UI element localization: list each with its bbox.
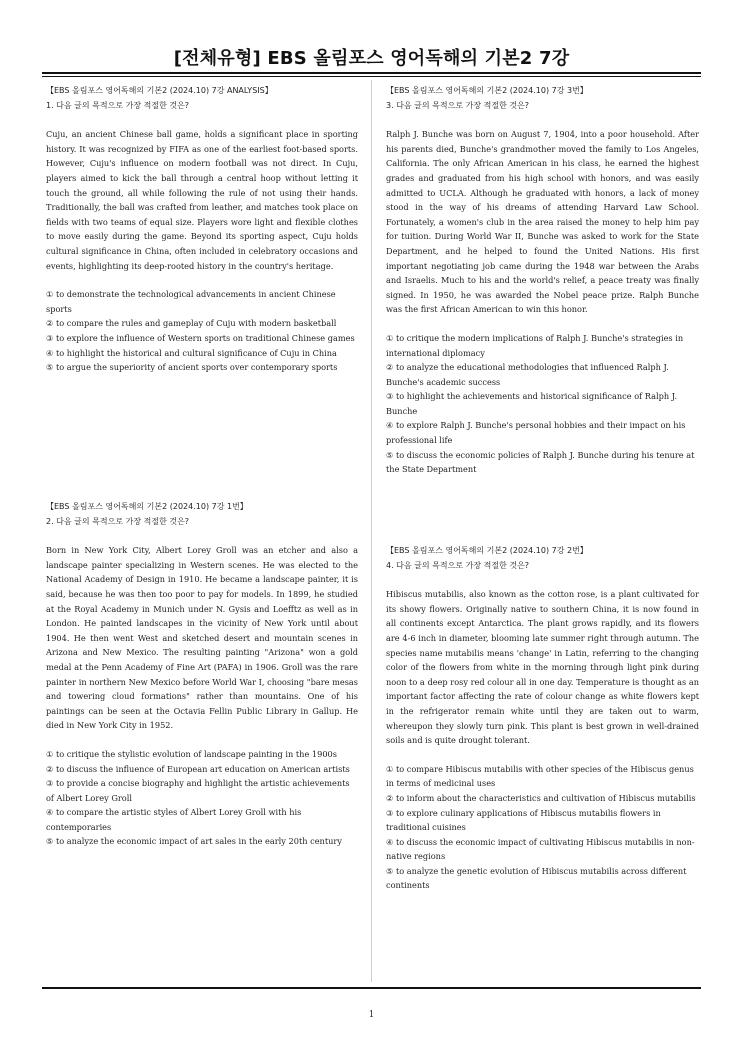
choice-4[interactable]: ④ to highlight the historical and cultural significance of Cuju in China — [46, 347, 337, 358]
choice-1[interactable]: ① to critique the modern implications of Ralph J. Bunche's strategies in international diplomacy — [386, 332, 684, 358]
question-1 — [46, 84, 358, 375]
header-rule — [42, 72, 701, 74]
question-prompt: 4. 다음 글의 목적으로 가장 적절한 것은? — [386, 560, 530, 570]
choice-5[interactable]: ⑤ to analyze the economic impact of art sales in the early 20th century — [46, 836, 342, 847]
question-passage: Born in New York City, Albert Lorey Groll was an etcher and also a landscape painter specializing in Western scenes. He was elected to the National Academy of Design in 1910. He became a landscape painter, it is said, because he was then too poor to pay for models. In 1899, he studied at the Royal Academy in Munich under N. Gysis and Loefftz as well as in London. He painted landscapes in the vicinity of New York until about 1904. He then went West and sketched desert and mountain scenes in Arizona and New Mexico. The resulting painting "Arizona" won a gold medal at the Penn Academy of Fine Art (PAFA) in 1906. Groll was the rare painter in northern New Mexico before World War I, choosing "bare mesas and towering cloud formations" rather than mountains. One of his paintings can be seen at the Octavia Fellin Public Library in Gallup. He died in New York City in 1952. — [46, 545, 358, 731]
choice-2[interactable]: ② to discuss the influence of European art education on American artists — [46, 763, 350, 774]
choice-3[interactable]: ③ to explore the influence of Western sports on traditional Chinese games — [46, 332, 355, 343]
choice-2[interactable]: ② to analyze the educational methodologies that influenced Ralph J. Bunche's academic success — [386, 362, 669, 387]
footer-rule — [42, 987, 701, 989]
question-4 — [386, 544, 699, 893]
question-source: 【EBS 올림포스 영어독해의 기본2 (2024.10) 7강 1번】 — [46, 502, 248, 511]
choice-list — [386, 331, 699, 477]
choice-1[interactable]: ① to demonstrate the technological advancements in ancient Chinese sports — [46, 289, 336, 314]
question-3 — [386, 84, 699, 477]
choice-5[interactable]: ⑤ to discuss the economic policies of Ralph J. Bunche during his tenure at the State Department — [386, 449, 695, 475]
page-title: [전체유형] EBS 올림포스 영어독해의 기본2 7강 — [173, 48, 570, 69]
choice-5[interactable]: ⑤ to analyze the genetic evolution of Hibiscus mutabilis across different continents — [386, 865, 687, 891]
question-passage: Ralph J. Bunche was born on August 7, 1904, into a poor household. After his parents died, Bunche's grandmother moved the family to Los Angeles, California. The only African American in his class, he earned the highest grades and graduated from his high school with honors, and was easily admitted to UCLA. Although he graduated with honors, a lack of money stood in the way of his dreams of attending Harvard Law School. Fortunately, a women's club in the area raised the money to help him pay for tuition. During World War II, Bunche was asked to work for the State Department, and he helped to found the United Nations. His first important negotiating job came during the 1948 war between the Arabs and Israelis. Much to his and the world's relief, a peace treaty was finally signed. In 1950, he was awarded the Nobel peace prize. Ralph Bunche was the first African American to win this honor. — [386, 129, 699, 315]
question-prompt: 2. 다음 글의 목적으로 가장 적절한 것은? — [46, 516, 190, 526]
choice-5[interactable]: ⑤ to argue the superiority of ancient sports over contemporary sports — [46, 362, 338, 373]
choice-list — [46, 747, 358, 849]
question-prompt: 1. 다음 글의 목적으로 가장 적절한 것은? — [46, 100, 190, 110]
question-source: 【EBS 올림포스 영어독해의 기본2 (2024.10) 7강 ANALYSIS】 — [46, 86, 273, 95]
question-prompt: 3. 다음 글의 목적으로 가장 적절한 것은? — [386, 100, 530, 110]
question-passage: Cuju, an ancient Chinese ball game, holds a significant place in sporting history. It was recognized by FIFA as one of the earliest foot-based sports. However, Cuju's influence on modern football was not direct. In Cuju, players aimed to kick the ball through a central hoop without letting it touch the ground, all while following the rule of not using their hands. Traditionally, the ball was crafted from leather, and matches took place on fields with two teams of equal size. Players wore light and flexible clothes to move easily during the game. Beyond its sporting aspect, Cuju holds cultural significance in China, often included in celebratory occasions and events, highlighting its deep-rooted history in the country's heritage. — [46, 129, 358, 271]
choice-1[interactable]: ① to critique the stylistic evolution of landscape painting in the 1900s — [46, 748, 337, 759]
question-source: 【EBS 올림포스 영어독해의 기본2 (2024.10) 7강 2번】 — [386, 546, 588, 555]
choice-3[interactable]: ③ to provide a concise biography and highlight the artistic achievements of Albert Lorey Groll — [46, 778, 350, 803]
header-rule-thin — [42, 76, 701, 77]
choice-3[interactable]: ③ to explore culinary applications of Hibiscus mutabilis flowers in traditional cuisines — [386, 807, 661, 833]
choice-2[interactable]: ② to compare the rules and gameplay of Cuju with modern basketball — [46, 318, 337, 329]
choice-4[interactable]: ④ to discuss the economic impact of cultivating Hibiscus mutabilis in non-native regions — [386, 836, 695, 862]
choice-2[interactable]: ② to inform about the characteristics and cultivation of Hibiscus mutabilis — [386, 792, 696, 803]
column-divider — [371, 80, 372, 982]
choice-3[interactable]: ③ to highlight the achievements and historical significance of Ralph J. Bunche — [386, 391, 677, 416]
question-passage: Hibiscus mutabilis, also known as the cotton rose, is a plant cultivated for its showy flowers. Originally native to southern China, it is now found in all continents except Antarctica. The plant grows rapidly, and its flowers are 4-6 inch in diameter, blooming late summer right through autumn. The species name mutabilis means 'change' in Latin, referring to the changing color of the flowers from white in the morning through light pink during noon to a deep rosy red colour all in one day. Temperature is thought as an important factor affecting the rate of colour change as white flowers kept in the refrigerator remain white until they are taken out to warm, whereupon they slowly turn pink. This plant is best grown in well-drained soils and is quite drought tolerant. — [386, 589, 699, 746]
choice-4[interactable]: ④ to compare the artistic styles of Albert Lorey Groll with his contemporaries — [46, 807, 302, 832]
choice-1[interactable]: ① to compare Hibiscus mutabilis with other species of the Hibiscus genus in terms of medicinal uses — [386, 763, 694, 789]
question-2 — [46, 500, 358, 849]
page-number: 1 — [368, 1010, 375, 1020]
choice-list — [46, 287, 358, 375]
question-source: 【EBS 올림포스 영어독해의 기본2 (2024.10) 7강 3번】 — [386, 86, 588, 95]
choice-list — [386, 762, 699, 893]
choice-4[interactable]: ④ to explore Ralph J. Bunche's personal hobbies and their impact on his professional life — [386, 420, 686, 446]
